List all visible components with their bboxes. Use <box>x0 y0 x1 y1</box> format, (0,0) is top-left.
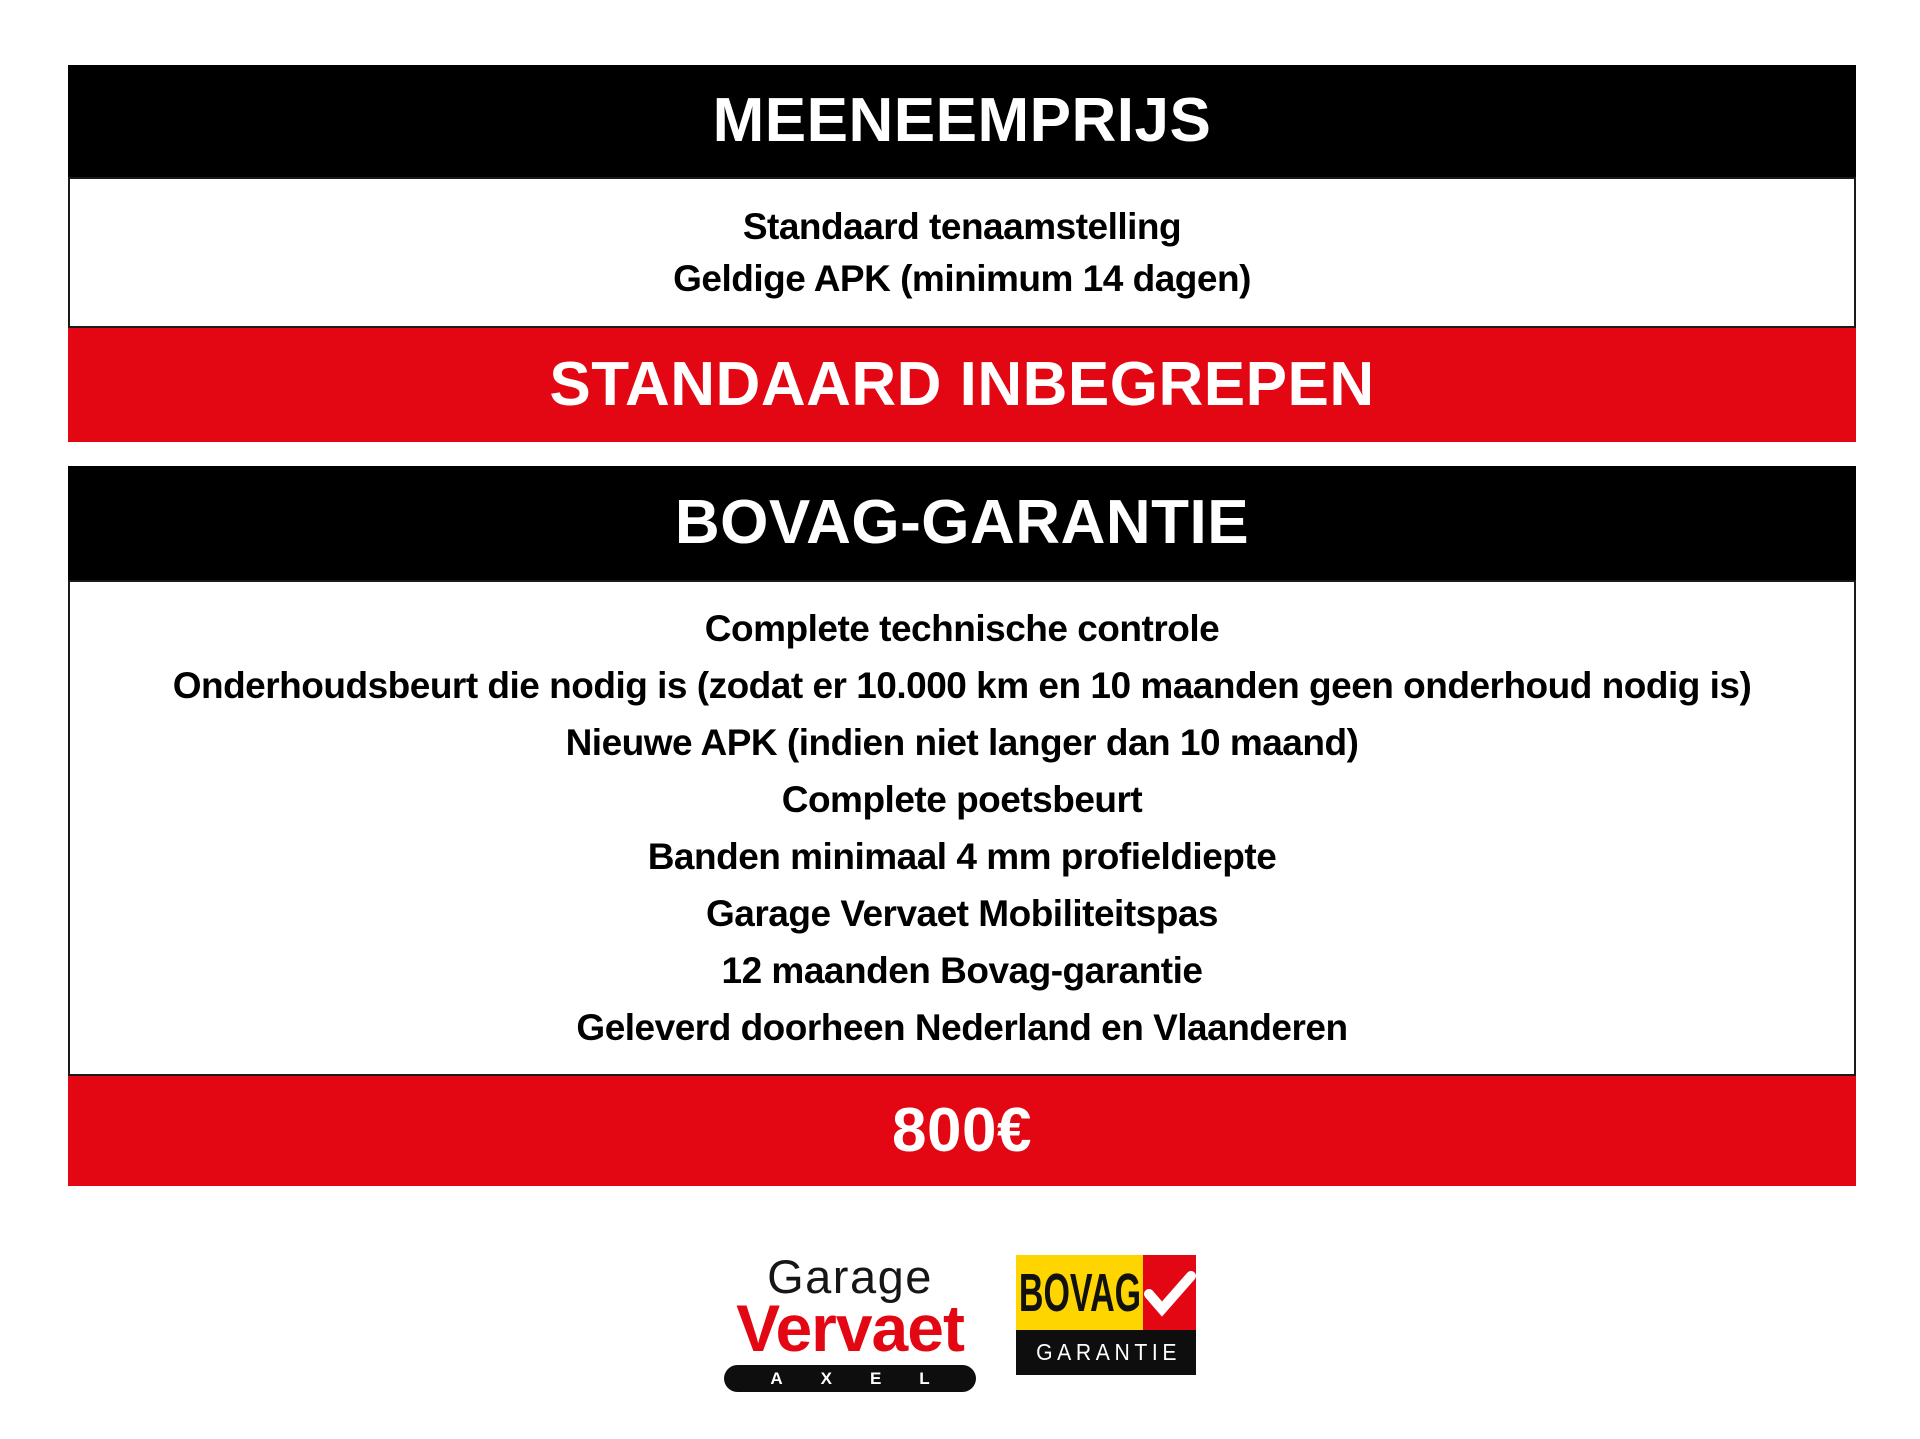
vervaet-logo-word: Vervaet <box>736 1291 964 1365</box>
meeneemprijs-card <box>68 65 1856 442</box>
condition-line: Geldige APK (minimum 14 dagen) <box>673 257 1251 299</box>
benefit-line: Onderhoudsbeurt die nodig is (zodat er 10.000 km en 10 maanden geen onderhoud nodig is) <box>172 665 1752 706</box>
benefit-line: Complete technische controle <box>704 608 1220 649</box>
garage-vervaet-logo <box>724 1250 976 1392</box>
price-value: 800€ <box>892 1096 1032 1165</box>
benefit-line: Complete poetsbeurt <box>781 779 1143 820</box>
benefit-line: Garage Vervaet Mobiliteitspas <box>706 893 1218 934</box>
meeneemprijs-conditions-panel <box>68 177 1856 328</box>
bovag-logo-brand: BOVAG <box>1018 1262 1141 1323</box>
price-band <box>68 1076 1856 1186</box>
meeneemprijs-header-band <box>68 65 1856 177</box>
bovag-logo-bottom <box>1016 1330 1196 1375</box>
bovag-garantie-card <box>68 466 1856 1186</box>
benefit-line: Banden minimaal 4 mm profieldiepte <box>647 836 1277 877</box>
bovag-garantie-logo <box>1016 1255 1196 1375</box>
bovag-benefits-panel <box>68 580 1856 1076</box>
bovag-logo-red-cell <box>1143 1255 1196 1330</box>
footer-logos <box>0 1250 1920 1392</box>
bovag-garantie-title: BOVAG-GARANTIE <box>674 488 1250 557</box>
bovag-logo-yellow-cell <box>1016 1255 1143 1330</box>
condition-line: Standaard tenaamstelling <box>742 205 1182 247</box>
bovag-logo-label: GARANTIE <box>1035 1339 1181 1365</box>
axel-badge <box>724 1365 976 1392</box>
meeneemprijs-title: MEENEEMPRIJS <box>712 86 1212 155</box>
standaard-inbegrepen-band <box>68 328 1856 442</box>
bovag-logo-top <box>1016 1255 1196 1330</box>
benefit-line: 12 maanden Bovag-garantie <box>721 950 1203 991</box>
benefit-line: Nieuwe APK (indien niet langer dan 10 maand) <box>565 722 1359 763</box>
axel-badge-label: AXEL <box>770 1369 968 1388</box>
standaard-inbegrepen-title: STANDAARD INBEGREPEN <box>549 350 1375 419</box>
benefit-line: Geleverd doorheen Nederland en Vlaanderen <box>576 1007 1348 1048</box>
garage-logo-word: Garage <box>767 1250 933 1303</box>
check-icon <box>1144 1272 1196 1314</box>
bovag-garantie-header-band <box>68 466 1856 580</box>
